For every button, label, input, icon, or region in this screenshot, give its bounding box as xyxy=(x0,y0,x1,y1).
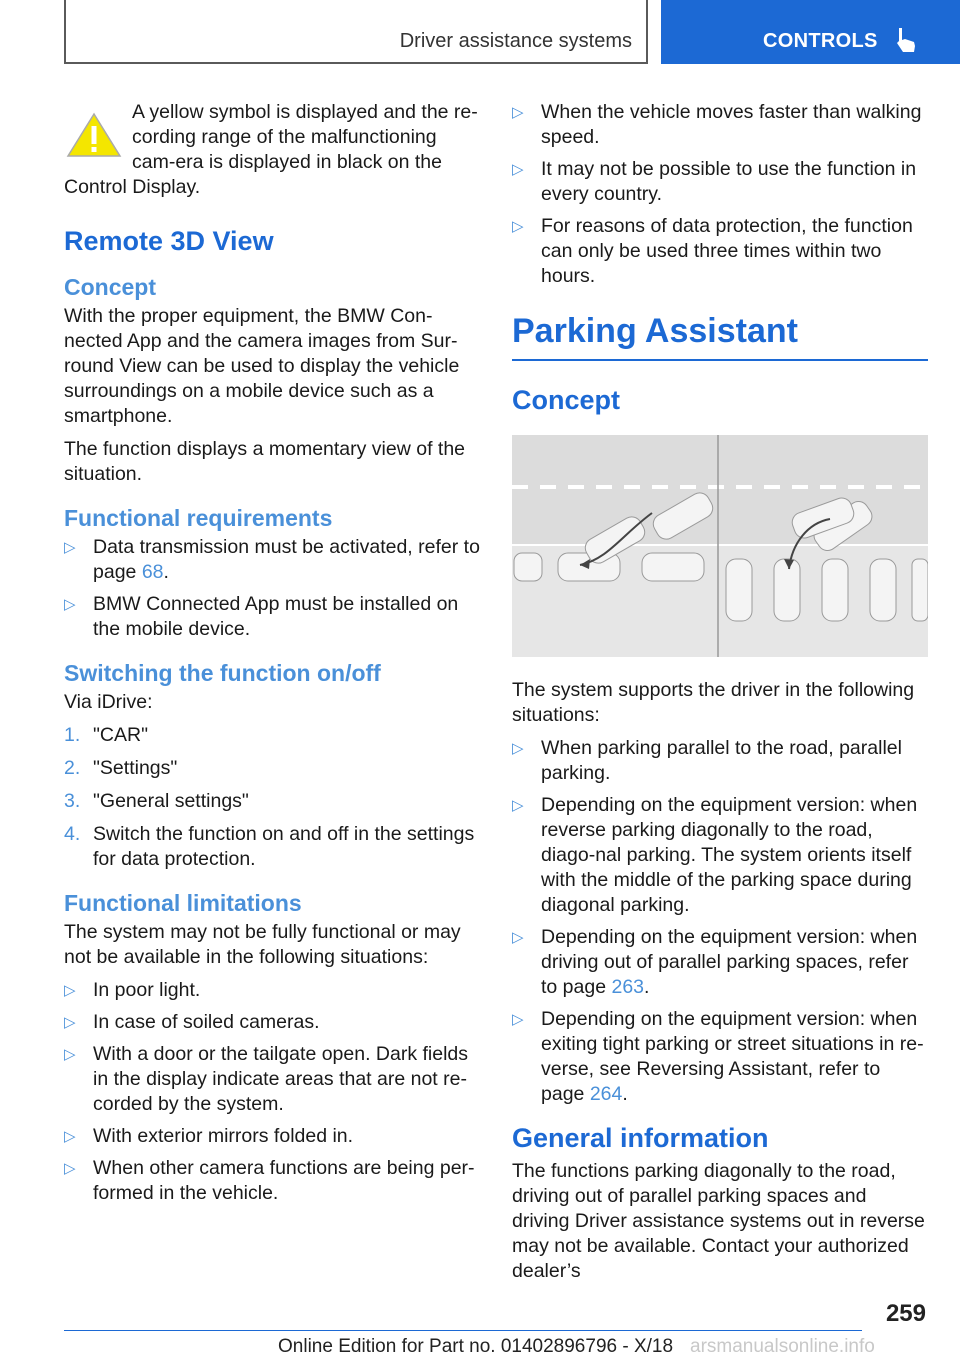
step-text: Switch the function on and off in the settings for data protection. xyxy=(93,823,475,870)
heading-parking-assistant: Parking Assistant xyxy=(512,309,928,361)
list-item xyxy=(512,157,928,207)
step-text: "General settings" xyxy=(93,790,249,812)
general-paragraph: The functions parking diagonally to the road, driving out of parallel parking spaces and driving Driver assistance systems out in reverse may not be available. Contact your authorized dealer’s xyxy=(512,1160,925,1282)
step-number: 3. xyxy=(64,790,81,812)
list-item-text: With a door or the tailgate open. Dark fields in the display indicate areas that are not re-corded by the system. xyxy=(93,1043,469,1115)
triangle-bullet-icon: ▷ xyxy=(512,218,524,235)
supports-text: The system supports the driver in the following situations: xyxy=(512,679,915,726)
step-number: 4. xyxy=(64,823,81,845)
triangle-bullet-icon: ▷ xyxy=(512,740,524,757)
list-item-text: When other camera functions are being per-formed in the vehicle. xyxy=(93,1157,475,1204)
list-item: ▷ Depending on the equipment version: when driving out of parallel parking spaces, refer to page 263. xyxy=(512,926,918,998)
triangle-bullet-icon: ▷ xyxy=(512,161,524,178)
heading-functional-limitations: Functional limitations xyxy=(64,890,302,916)
triangle-bullet-icon: ▷ xyxy=(64,596,76,613)
step-number: 1. xyxy=(64,724,81,746)
triangle-bullet-icon: ▷ xyxy=(64,982,76,999)
limitations-intro: The system may not be fully functional or may not be available in the following situations: xyxy=(64,921,461,968)
right-column xyxy=(512,100,928,1292)
list-item xyxy=(64,789,480,814)
list-item-text: In case of soiled cameras. xyxy=(93,1011,320,1033)
step-text: "Settings" xyxy=(93,757,178,779)
page-link[interactable]: 263 xyxy=(611,976,645,998)
list-item-text: Depending on the equipment version: when reverse parking diagonally to the road, diago-nal parking. The system orients itself with the middle of the parking space during diagonal parking. xyxy=(541,794,918,916)
list-item xyxy=(64,822,480,872)
triangle-bullet-icon: ▷ xyxy=(512,929,524,946)
triangle-bullet-icon: ▷ xyxy=(512,104,524,121)
list-item xyxy=(64,1010,480,1035)
hand-pointer-icon xyxy=(893,26,921,56)
list-item xyxy=(512,100,928,150)
list-item-text: Data transmission must be activated, refer to page xyxy=(93,536,480,583)
triangle-bullet-icon: ▷ xyxy=(64,1046,76,1063)
header-tab-label: CONTROLS xyxy=(763,30,878,52)
list-item xyxy=(64,756,480,781)
page-link[interactable]: 68 xyxy=(141,561,164,583)
list-item: ▷ Depending on the equipment version: when exiting tight parking or street situations in re-verse, see Reversing Assistant, refer to page 264. xyxy=(512,1008,924,1105)
warning-triangle-icon xyxy=(64,110,124,160)
triangle-bullet-icon: ▷ xyxy=(64,1160,76,1177)
warning-note xyxy=(64,100,480,200)
footer-edition: Online Edition for Part no. 01402896796 - X/18 xyxy=(278,1336,674,1357)
triangle-bullet-icon: ▷ xyxy=(64,539,76,556)
step-number: 2. xyxy=(64,757,81,779)
list-item-text: BMW Connected App must be installed on the mobile device. xyxy=(93,593,459,640)
concept-paragraph-2: The function displays a momentary view of the situation. xyxy=(64,438,466,485)
list-item-text: Depending on the equipment version: when exiting tight parking or street situations in re-verse, see Reversing Assistant, refer to page xyxy=(541,1008,924,1105)
list-item-text: It may not be possible to use the function in every country. xyxy=(541,158,917,205)
list-item-text: For reasons of data protection, the function can only be used three times within two hours. xyxy=(541,215,913,287)
left-column xyxy=(64,100,480,1214)
triangle-bullet-icon: ▷ xyxy=(64,1014,76,1031)
list-item-text: When the vehicle moves faster than walking speed. xyxy=(541,101,922,148)
list-item xyxy=(512,793,928,918)
header-section-box xyxy=(64,0,648,64)
header-controls-tab[interactable] xyxy=(661,0,960,64)
heading-concept: Concept xyxy=(64,274,156,300)
concept-paragraph-1: With the proper equipment, the BMW Con-nected App and the camera images from Sur-round View can be used to display the vehicle surroundings on a mobile device such as a smartphone. xyxy=(64,305,460,427)
footer-watermark: arsmanualsonline.info xyxy=(690,1336,875,1357)
warning-text: A yellow symbol is displayed and the re-cording range of the malfunctioning cam-era is displayed in black on the Control Display. xyxy=(64,101,478,198)
limitations-list xyxy=(64,978,480,1206)
footer-divider xyxy=(64,1330,862,1331)
list-item: ▷ Data transmission must be activated, refer to page 68. xyxy=(64,536,480,583)
list-item xyxy=(64,592,480,642)
heading-concept: Concept xyxy=(512,385,620,415)
list-item xyxy=(64,1124,480,1149)
top-bullet-list xyxy=(512,100,928,289)
list-item xyxy=(64,723,480,748)
heading-switching-function: Switching the function on/off xyxy=(64,660,381,686)
heading-general-information: General information xyxy=(512,1123,769,1153)
list-item-text: When parking parallel to the road, parallel parking. xyxy=(541,737,902,784)
heading-remote-3d-view: Remote 3D View xyxy=(64,226,274,256)
list-item-text: With exterior mirrors folded in. xyxy=(93,1125,354,1147)
list-item xyxy=(64,978,480,1003)
step-text: "CAR" xyxy=(93,724,149,746)
list-item xyxy=(64,1042,480,1117)
list-item-text: Depending on the equipment version: when driving out of parallel parking spaces, refer to page xyxy=(541,926,918,998)
page-number: 259 xyxy=(885,1300,926,1327)
heading-functional-requirements: Functional requirements xyxy=(64,505,333,531)
triangle-bullet-icon: ▷ xyxy=(512,797,524,814)
situations-list xyxy=(512,736,928,1107)
list-item xyxy=(64,1156,480,1206)
page-link[interactable]: 264 xyxy=(589,1083,623,1105)
list-item xyxy=(512,736,928,786)
list-item-text: In poor light. xyxy=(93,979,201,1001)
parking-illustration xyxy=(512,435,928,657)
triangle-bullet-icon: ▷ xyxy=(512,1011,524,1028)
steps-list xyxy=(64,723,480,872)
list-item xyxy=(512,214,928,289)
via-idrive: Via iDrive: xyxy=(64,691,153,713)
triangle-bullet-icon: ▷ xyxy=(64,1128,76,1145)
requirements-list xyxy=(64,535,480,642)
header-section-title: Driver assistance systems xyxy=(399,30,632,52)
